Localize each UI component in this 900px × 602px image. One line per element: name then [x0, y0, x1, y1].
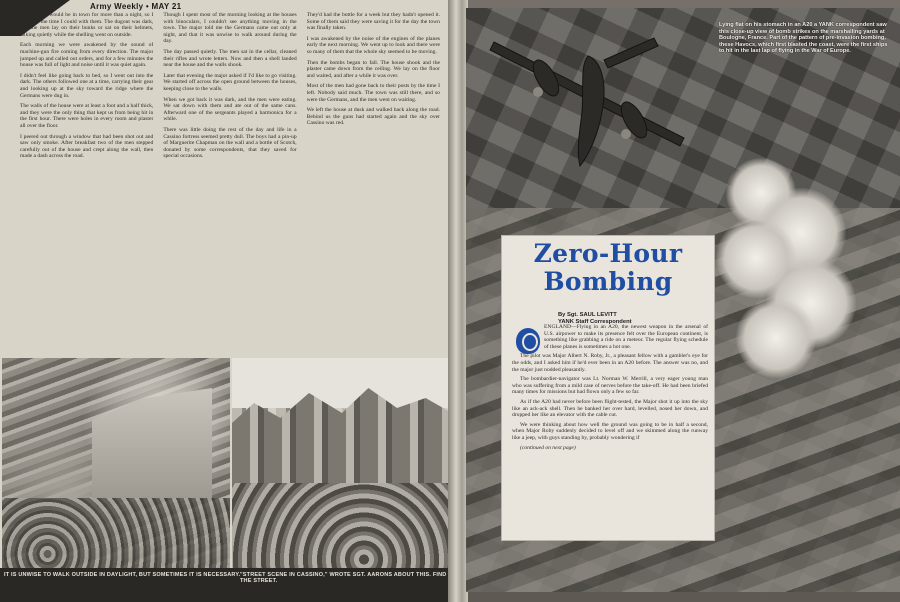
article-body	[512, 324, 708, 536]
text-column-2	[163, 12, 296, 357]
paragraph: Then the bombs began to fall. The house shook and the plaster came down from the ceiling. We lay on the floor and waited, and after a while it was over.	[306, 59, 440, 79]
photo-caption-right: "STREET SCENE IN CASSINO," WROTE SGT. AARONS ABOUT THIS. FIND THE STREET.	[240, 572, 447, 584]
byline-author: By Sgt. SAUL LEVITT	[558, 312, 617, 318]
street-rubble-shape	[232, 483, 452, 568]
street-scene-photo	[232, 358, 452, 568]
paragraph: I didn't feel like going back to bed, so I went out into the dark. The others followed one at a time, carrying their gear and looking up at the sky toward the ridge where the Germans were dug in.	[20, 72, 154, 99]
running-head: Army Weekly • MAY 21	[90, 2, 182, 11]
continued-note: (continued on next page)	[520, 444, 576, 451]
paragraph: I knew they would be in town for more than a night, so I spent all the time I could with them. The dugout was dark, and the men lay on their bunks or sat on their helmets, talking quietly while the shelling went on outside.	[20, 12, 154, 38]
article-box	[502, 236, 714, 540]
paragraph: Though I spent most of the morning looking at the houses with binoculars, I couldn't see anything moving in the town. The major told me the Germans came out only at night, and that it was unwise to walk around during the day.	[163, 12, 297, 45]
bomb-smoke-cloud	[706, 158, 856, 388]
headline: Zero-Hour Bombing	[533, 239, 683, 296]
paragraph: They'd had the bottle for a week but they hadn't opened it. Some of them said they were saving it for the day the town was finally taken.	[306, 12, 440, 32]
paragraph: Each morning we were awakened by the sound of machine-gun fire coming from every direction. The major jumped up and called out orders, and for a few minutes the house was full of light and noise until it was quiet again.	[20, 42, 154, 69]
byline-role: YANK Staff Correspondent	[558, 319, 632, 325]
text-column-3	[307, 12, 440, 357]
photo-caption-left: IT IS UNWISE TO WALK OUTSIDE IN DAYLIGHT, BUT SOMETIMES IT IS NECESSARY.	[4, 572, 241, 578]
paragraph: There was little doing the rest of the day and life in a Cassino fortress seemed pretty dull. The boys had a pin-up of Marguerite Chapman on the wall and a bottle of Scotch, donated by some correspondents, that they saved for special occasions.	[163, 126, 297, 160]
paragraph: I peered out through a window that had been shot out and saw only smoke. After breakfast two of the men stepped carefully out of the house and crept along the wall, then made a dash across the road.	[20, 133, 154, 160]
binding-gutter	[448, 0, 468, 602]
paragraph: Most of the men had gone back to their posts by the time I left. Nobody said much. The town was still there, and so were the Germans, and the men went on waiting.	[306, 83, 440, 103]
ruined-building-photo	[2, 358, 230, 568]
bomber-plane-icon	[484, 20, 694, 170]
paragraph: We left the house at dusk and walked back along the road. Behind us the guns had started again and the sky over Cassino was red.	[306, 107, 440, 127]
paragraph: Later that evening the major asked if I'd like to go visiting. We started off across the open ground between the houses, keeping close to the walls.	[163, 72, 297, 92]
rubble-shape	[2, 498, 230, 568]
paragraph: As if the A20 had never before been flight-tested, the Major shot it up into the sky like an ack-ack shell. Then he banked her over hard, levelled, nosed her down, and dropped her like an elevator with the cable cut.	[512, 398, 708, 419]
caption-strip	[0, 568, 452, 602]
article-columns	[20, 12, 440, 357]
paragraph: The bombardier-navigator was Lt. Norman W. Merrill, a very eager young man who was suffering from a mild case of nerves before the take-off. He had been briefed many times for missions but had flown only a few so far.	[512, 376, 708, 396]
paragraph: The pilot was Major Albert N. Roby, Jr., a pleasant fellow with a gambler's eye for the odds, and I asked him if he'd ever been in an A20 before. The answer was no, and the major just nodded pleasantly.	[512, 353, 708, 373]
ruined-wall-shape	[92, 388, 212, 498]
paragraph: ENGLAND—Flying in an A20, the newest weapon in the arsenal of U.S. airpower to make its presence felt over the European continent, is something like grabbing a ride on a meteor. The regular flying schedule of these planes is sometimes a hot one.	[544, 324, 708, 350]
paragraph: I was awakened by the noise of the engines of the planes early the next morning. We went up to look and there were so many of them that the whole sky seemed to be moving.	[306, 35, 440, 55]
aerial-photo-caption: Lying flat on his stomach in an A20 a YANK correspondent saw this close-up view of bomb strikes on the marshalling yards at Boulogne, France. Part of the pattern of pre-invasion bombing, these Havocs, which first blasted the coast, were the first ships to hit in the last lap of flying in the War of Europe.	[719, 22, 888, 55]
paragraph: We were thinking about how well the ground was going to be in half a second, when Major Roby suddenly decided to level off and we skimmed along the runway like a jeep, with guys standing by, probably wondering if	[512, 421, 708, 441]
paragraph: When we got back it was dark, and the men were eating. We sat down with them and ate out of the same cans. Afterward one of the sergeants played a harmonica for a while.	[163, 96, 297, 123]
right-page	[466, 8, 900, 592]
text-column-1	[20, 12, 153, 357]
paragraph: The day passed quietly. The men sat in the cellar, cleaned their rifles and wrote letters. Now and then a shell landed near the house and the walls shook.	[163, 48, 297, 69]
paragraph: The walls of the house were at least a foot and a half thick, and they were the only thing that kept us from being hit in the first hour. There were holes in every room and plaster all over the floor.	[20, 103, 154, 129]
photo-row	[0, 358, 452, 568]
